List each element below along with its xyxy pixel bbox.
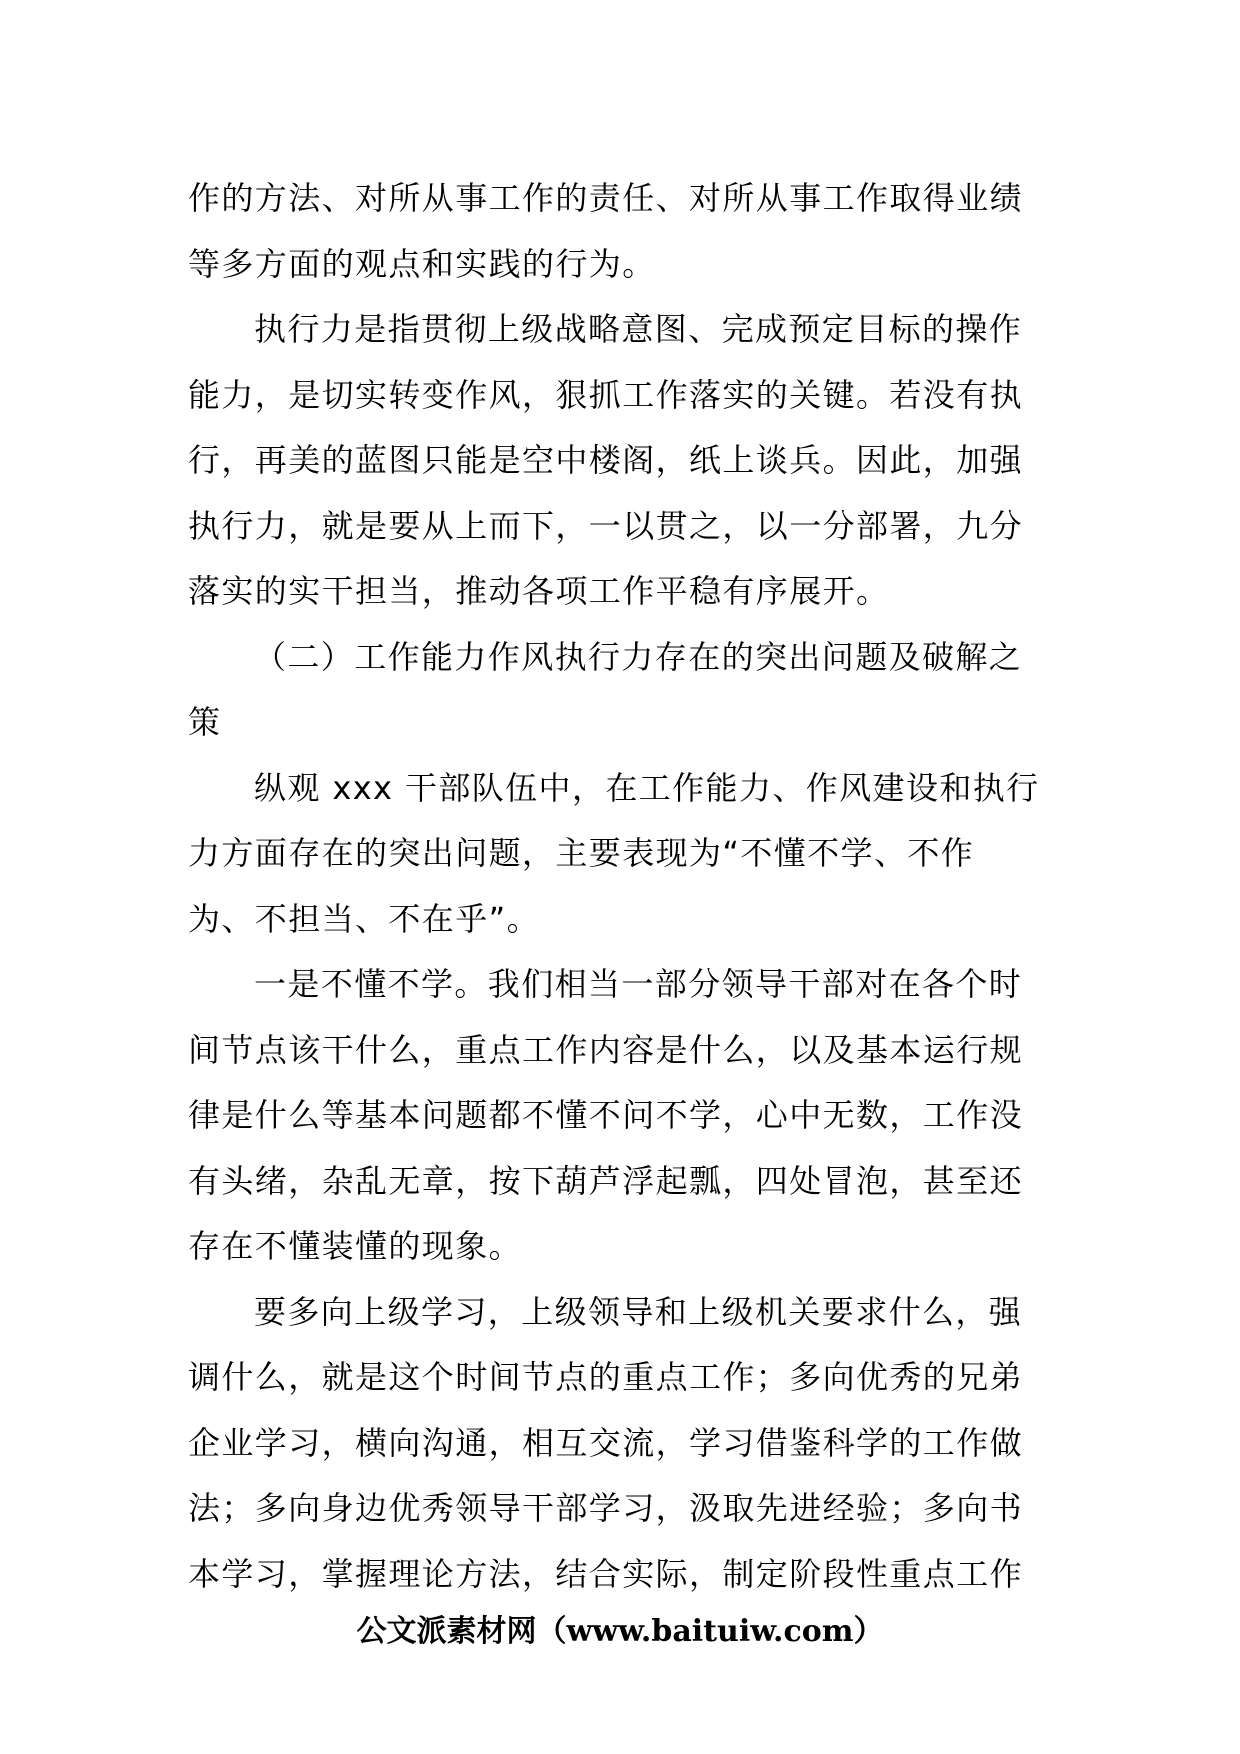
section-heading-line: （二）工作能力作风执行力存在的突出问题及破解之	[254, 637, 1023, 676]
text-line: 行，再美的蓝图只能是空中楼阁，纸上谈兵。因此，加强	[188, 441, 1024, 479]
paragraph-start-line: 一是不懂不学。我们相当一部分领导干部对在各个时	[254, 965, 1023, 1003]
text-line: 法；多向身边优秀领导干部学习，汲取先进经验；多向书	[188, 1489, 1024, 1527]
text-line: 力方面存在的突出问题，主要表现为“不懂不学、不作	[188, 834, 975, 872]
paragraph-start-line: 要多向上级学习，上级领导和上级机关要求什么，强	[254, 1292, 1023, 1331]
text-line: 存在不懂装懂的现象。	[188, 1227, 523, 1265]
text-line: 执行力，就是要从上而下，一以贯之，以一分部署，九分	[188, 506, 1024, 545]
paragraph-start-line: 纵观 xxx 干部队伍中，在工作能力、作风建设和执行	[254, 768, 1040, 807]
text-line: 能力，是切实转变作风，狠抓工作落实的关键。若没有执	[188, 375, 1024, 414]
text-line: 落实的实干担当，推动各项工作平稳有序展开。	[188, 572, 890, 610]
document-body	[188, 166, 1058, 1607]
text-line: 本学习，掌握理论方法，结合实际，制定阶段性重点工作	[188, 1554, 1024, 1593]
text-line: 作的方法、对所从事工作的责任、对所从事工作取得业绩	[188, 179, 1024, 217]
text-line: 有头绪，杂乱无章，按下葫芦浮起瓢，四处冒泡，甚至还	[188, 1161, 1024, 1200]
text-line: 调什么，就是这个时间节点的重点工作；多向优秀的兄弟	[188, 1358, 1024, 1396]
paragraph-start-line: 执行力是指贯彻上级战略意图、完成预定目标的操作	[254, 310, 1023, 348]
text-line: 间节点该干什么，重点工作内容是什么，以及基本运行规	[188, 1030, 1024, 1069]
section-heading-line: 策	[188, 703, 222, 741]
text-line: 等多方面的观点和实践的行为。	[188, 244, 656, 283]
text-line: 为、不担当、不在乎”。	[188, 899, 540, 938]
footer-watermark: 公文派素材网（www.baituiw.com）	[356, 1614, 884, 1649]
text-line: 律是什么等基本问题都不懂不问不学，心中无数，工作没	[188, 1096, 1024, 1134]
text-line: 企业学习，横向沟通，相互交流，学习借鉴科学的工作做	[188, 1423, 1024, 1462]
